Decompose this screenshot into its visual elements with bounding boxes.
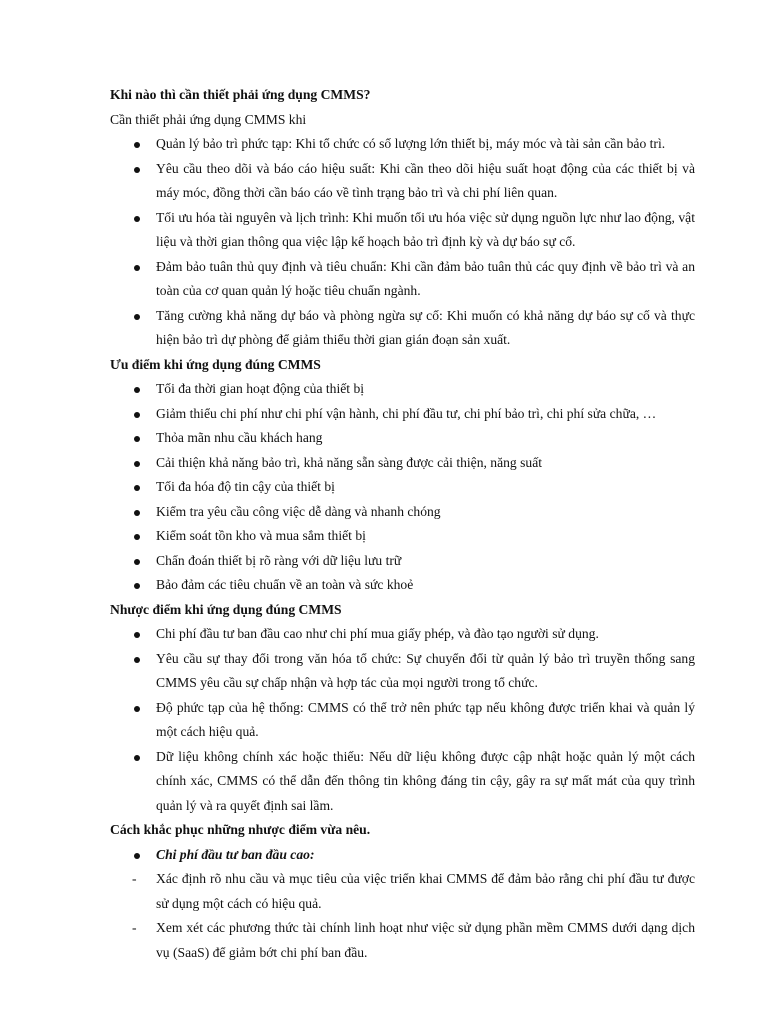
bullet-list (110, 622, 695, 818)
list-item: Bảo đảm các tiêu chuẩn về an toàn và sức khoẻ (110, 573, 695, 598)
list-item: Chẩn đoán thiết bị rõ ràng với dữ liệu lưu trữ (110, 549, 695, 574)
list-item: Tối đa thời gian hoạt động của thiết bị (110, 377, 695, 402)
bullet-list (110, 377, 695, 598)
list-item: Độ phức tạp của hệ thống: CMMS có thể trở nên phức tạp nếu không được triển khai và quản lý một cách hiệu quả. (110, 696, 695, 745)
sub-heading-item: Chi phí đầu tư ban đầu cao: (110, 843, 695, 868)
list-item: Kiểm tra yêu cầu công việc dễ dàng và nhanh chóng (110, 500, 695, 525)
dash-item: - Xác định rõ nhu cầu và mục tiêu của việc triển khai CMMS để đảm bảo rằng chi phí đầu tư được sử dụng một cách có hiệu quả. (110, 867, 695, 916)
list-item: Yêu cầu theo dõi và báo cáo hiệu suất: Khi cần theo dõi hiệu suất hoạt động của các thiết bị và máy móc, đồng thời cần báo cáo về tình trạng bảo trì và chi phí liên quan. (110, 157, 695, 206)
section-heading: Ưu điểm khi ứng dụng đúng CMMS (110, 356, 321, 372)
section-heading: Cách khắc phục những nhược điểm vừa nêu. (110, 822, 371, 837)
list-item: Tối ưu hóa tài nguyên và lịch trình: Khi muốn tối ưu hóa việc sử dụng nguồn lực như lao động, vật liệu và thời gian thông qua việc lập kế hoạch bảo trì định kỳ và dự báo sự cố. (110, 206, 695, 255)
list-item: Đảm bảo tuân thủ quy định và tiêu chuẩn: Khi cần đảm bảo tuân thủ các quy định về bảo trì và an toàn của cơ quan quản lý hoặc tiêu chuẩn ngành. (110, 255, 695, 304)
section-intro: Cần thiết phải ứng dụng CMMS khi (110, 111, 307, 127)
bullet-list (110, 132, 695, 353)
list-item: Tối đa hóa độ tin cậy của thiết bị (110, 475, 695, 500)
list-item: Thỏa mãn nhu cầu khách hang (110, 426, 695, 451)
section-heading: Khi nào thì cần thiết phải ứng dụng CMMS? (110, 87, 371, 102)
list-item: Chi phí đầu tư ban đầu cao như chi phí mua giấy phép, và đào tạo người sử dụng. (110, 622, 695, 647)
list-item: Cải thiện khả năng bảo trì, khả năng sẵn sàng được cải thiện, năng suất (110, 451, 695, 476)
list-item: Kiểm soát tồn kho và mua sắm thiết bị (110, 524, 695, 549)
section-heading: Nhược điểm khi ứng dụng đúng CMMS (110, 601, 342, 617)
list-item: Quản lý bảo trì phức tạp: Khi tổ chức có số lượng lớn thiết bị, máy móc và tài sản cần bảo trì. (110, 132, 695, 157)
list-item: Giảm thiểu chi phí như chi phí vận hành, chi phí đầu tư, chi phí bảo trì, chi phí sửa chữa, … (110, 402, 695, 427)
dash-item: - Xem xét các phương thức tài chính linh hoạt như việc sử dụng phần mềm CMMS dưới dạng dịch vụ (SaaS) để giảm bớt chi phí ban đầu. (110, 916, 695, 965)
list-item: Dữ liệu không chính xác hoặc thiếu: Nếu dữ liệu không được cập nhật hoặc quản lý một cách chính xác, CMMS có thể dẫn đến thông tin không đáng tin cậy, gây ra sự mất mát của quy trình quản lý và ra quyết định sai lầm. (110, 745, 695, 819)
dash-list (110, 867, 695, 965)
bullet-list (110, 843, 695, 868)
list-item: Yêu cầu sự thay đổi trong văn hóa tổ chức: Sự chuyển đổi từ quản lý bảo trì truyền thống sang CMMS yêu cầu sự chấp nhận và hợp tác của mọi người trong tổ chức. (110, 647, 695, 696)
document-page (110, 83, 695, 965)
list-item: Tăng cường khả năng dự báo và phòng ngừa sự cố: Khi muốn có khả năng dự báo sự cố và thực hiện bảo trì dự phòng để giảm thiểu thời gian gián đoạn sản xuất. (110, 304, 695, 353)
